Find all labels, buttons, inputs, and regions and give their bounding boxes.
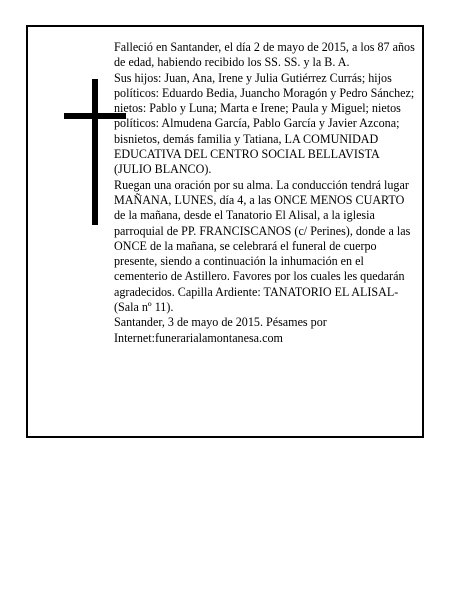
family-list: Sus hijos: Juan, Ana, Irene y Julia Gutiérrez Currás; hijos políticos: Eduardo Bedia, Juancho Moragón y Pedro Sánchez; nietos: Pablo y Luna; Marta e Irene; Paula y Miguel; nietos políticos: Almudena García, Pablo García y Javier Azcona; bisnietos, demás familia y Tatiana, LA COMUNIDAD EDUCATIVA DEL CENTRO SOCIAL BELLAVISTA (JULIO BLANCO). xyxy=(114,70,415,177)
cross-vertical-bar xyxy=(92,79,98,225)
date-and-condolences: Santander, 3 de mayo de 2015. Pésames por Internet:funerarialamontanesa.com xyxy=(114,315,327,345)
funeral-details: Ruegan una oración por su alma. La conducción tendrá lugar MAÑANA, LUNES, día 4, a las ONCE MENOS CUARTO de la mañana, desde el Tanatorio El Alisal, a la iglesia parroquial de PP. FRANCISCANOS (c/ Perines), donde a las ONCE de la mañana, se celebrará el funeral de cuerpo presente, siendo a continuación la inhumación en el cementerio de Astillero. Favores por los cuales les quedarán agradecidos. Capilla Ardiente: TANATORIO EL ALISAL-(Sala nº 11). xyxy=(114,177,411,315)
obituary-text xyxy=(114,40,416,346)
death-announcement: Falleció en Santander, el día 2 de mayo de 2015, a los 87 años de edad, habiendo recibido los SS. SS. y la B. A. xyxy=(114,40,415,70)
